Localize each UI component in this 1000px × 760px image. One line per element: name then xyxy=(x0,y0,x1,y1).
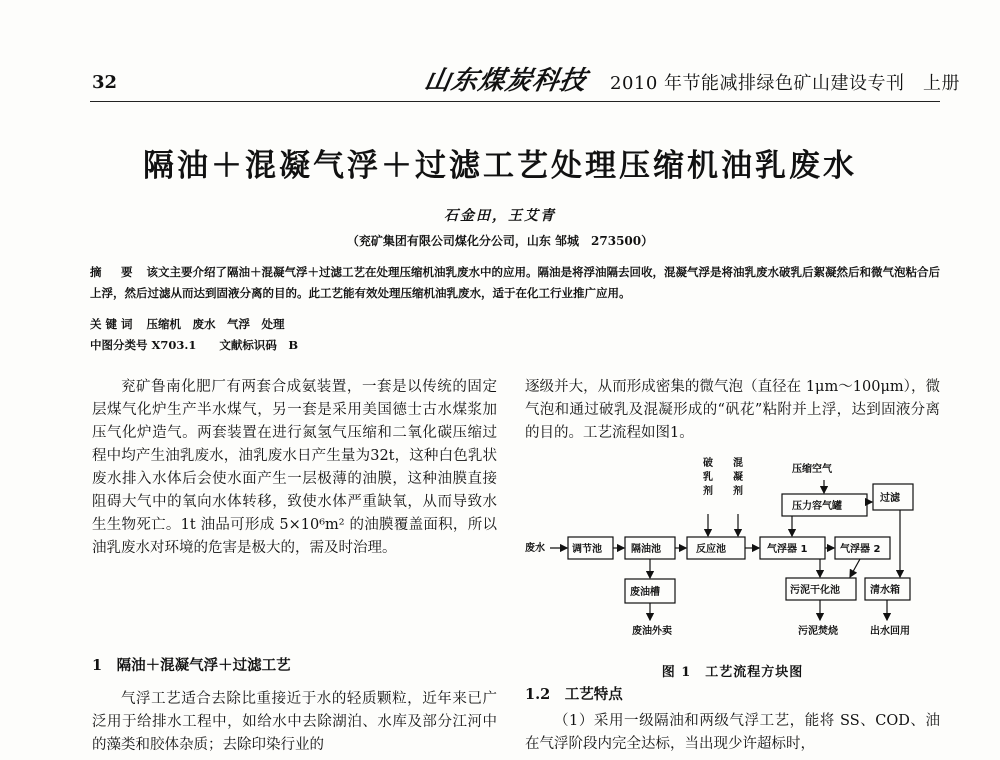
bubble-paragraph: 逐级并大，从而形成密集的微气泡（直径在 1μm～100μm），微气泡和通过破乳及混凝形成的“矾花”粘附并上浮，达到固液分离的目的。工艺流程如图1。 xyxy=(525,379,940,441)
features-paragraph: （1）采用一级隔油和两级气浮工艺，能将 SS、COD、油在气浮阶段内完全达标，当出现少许超标时， xyxy=(525,713,940,752)
abstract-label: 摘 要 xyxy=(90,265,137,279)
label-flotation-1: 气浮器 1 xyxy=(767,544,808,555)
intro-paragraph: 兖矿鲁南化肥厂有两套合成氨装置，一套是以传统的固定层煤气化炉生产半水煤气，另一套是采用美国德士古水煤浆加压气化炉造气。两套装置在进行氮氢气压缩和二氧化碳压缩过程中均产生油乳废水，油乳废水日产生量为32t，这种白色乳状废水排入水体后会使水面产生一层极薄的油膜，这种油膜直接阻碍大气中的氧向水体转移，致使水体严重缺氧，从而导致水生生物死亡。1t 油品可形成 5×10⁶m² 的油膜覆盖面积，所以油乳废水对环境的危害是极大的，需及时治理。 xyxy=(92,379,497,556)
article-authors: 石金田，王艾青 xyxy=(444,208,556,224)
label-coagulant-3: 剂 xyxy=(733,486,743,497)
journal-logo: 山东煤炭科技 xyxy=(421,66,590,96)
label-waste-oil-tank: 废油槽 xyxy=(630,587,660,598)
body-right-column xyxy=(525,376,940,445)
process-flow-diagram xyxy=(520,452,940,657)
label-compressed-air: 压缩空气 xyxy=(792,464,832,475)
header-rule xyxy=(90,101,940,102)
body-right-column-2 xyxy=(525,710,940,756)
label-waste-oil-out: 废油外卖 xyxy=(632,626,672,637)
page-number: 32 xyxy=(92,72,118,93)
label-pressure-tank: 压力容气罐 xyxy=(792,501,842,512)
abstract xyxy=(90,262,940,304)
abstract-text: 该文主要介绍了隔油＋混凝气浮＋过滤工艺在处理压缩机油乳废水中的应用。隔油是将浮油隔去回收，混凝气浮是将油乳废水破乳后絮凝然后和微气泡粘合后上浮，然后过滤从而达到固液分离的目的。此工艺能有效处理压缩机油乳废水，适于在化工行业推广应用。 xyxy=(90,265,940,300)
keywords-label: 关键词 xyxy=(90,317,137,331)
journal-issue: 2010 年节能减排绿色矿山建设专刊 上册 xyxy=(610,73,961,94)
label-clear-water-tank: 清水箱 xyxy=(870,585,900,596)
label-wastewater-input: 废水 xyxy=(525,543,545,554)
label-demulsifier-3: 剂 xyxy=(703,486,713,497)
body-left-column-2 xyxy=(92,688,497,757)
label-adjust-pool: 调节池 xyxy=(572,544,602,555)
label-demulsifier-1: 破 xyxy=(703,458,713,469)
label-coagulant-2: 凝 xyxy=(733,472,743,483)
body-left-column xyxy=(92,376,497,560)
label-sludge-out: 污泥焚烧 xyxy=(798,626,838,637)
figure-caption: 图 1 工艺流程方块图 xyxy=(661,665,804,680)
flotation-paragraph: 气浮工艺适合去除比重接近于水的轻质颗粒，近年来已广泛用于给排水工程中，如给水中去除湖泊、水库及部分江河中的藻类和胶体杂质；去除印染行业的 xyxy=(92,691,497,753)
label-coagulant-1: 混 xyxy=(733,458,743,469)
label-sludge-dry-pool: 污泥干化池 xyxy=(790,585,840,596)
section-heading-1-2: 1.2 工艺特点 xyxy=(525,686,623,703)
label-demulsifier-2: 乳 xyxy=(703,472,713,483)
label-oil-separation-pool: 隔油池 xyxy=(631,544,661,555)
article-title: 隔油＋混凝气浮＋过滤工艺处理压缩机油乳废水 xyxy=(143,148,857,184)
classification-line: 中图分类号 X703.1 文献标识码 B xyxy=(90,338,299,352)
label-reaction-pool: 反应池 xyxy=(696,544,726,555)
section-heading-1: 1 隔油＋混凝气浮＋过滤工艺 xyxy=(92,657,291,674)
article-affiliation: （兖矿集团有限公司煤化分公司，山东 邹城 273500） xyxy=(346,234,654,248)
label-water-out: 出水回用 xyxy=(870,626,910,637)
keywords xyxy=(90,314,940,335)
label-flotation-2: 气浮器 2 xyxy=(840,544,881,555)
label-filter: 过滤 xyxy=(880,493,900,504)
keywords-text: 压缩机 废水 气浮 处理 xyxy=(146,317,285,331)
